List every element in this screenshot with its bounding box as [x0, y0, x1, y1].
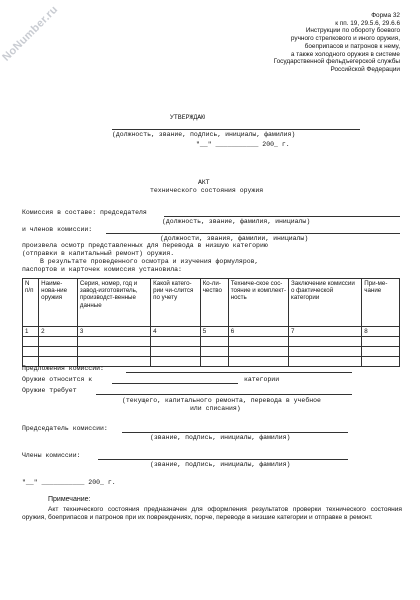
note-title: Примечание:	[48, 496, 91, 503]
form-header	[170, 12, 400, 74]
header-line: Инструкции по обороту боевого	[305, 27, 400, 35]
proposals-requires-label: Оружие требует	[22, 387, 77, 394]
result-text-line-2: паспортов и карточек комиссия установила:	[22, 266, 182, 273]
signature-chairman-caption: (звание, подпись, инициалы, фамилия)	[150, 434, 291, 441]
proposals-line	[126, 372, 352, 373]
proposals-category-word: категории	[244, 376, 280, 383]
table-header-cell: Серия, номер, год и завод-изготовитель, производст-венные данные	[77, 279, 150, 327]
header-line: Государственной фельдъегерской службы	[273, 58, 400, 66]
commission-chairman-caption: (должность, звание, фамилия, инициалы)	[162, 218, 311, 225]
signature-members-caption: (звание, подпись, инициалы, фамилия)	[150, 461, 291, 468]
proposals-requires-caption-2: или списания)	[190, 405, 241, 412]
header-line: к пп. 19, 29.5.6, 29.6.6	[335, 19, 400, 27]
table-header-row	[23, 279, 400, 327]
proposals-label: Предложения комиссии:	[22, 365, 104, 372]
table-header-cell: При-ме-чание	[362, 279, 400, 327]
table-number-cell: 1	[23, 327, 39, 337]
result-text-line-1: В результате проведенного осмотра и изучения формуляров,	[40, 258, 259, 265]
table-header-cell: Ко-ли-чество	[200, 279, 228, 327]
table-number-cell: 3	[77, 327, 150, 337]
approve-sign-caption: (должность, звание, подпись, инициалы, фамилия)	[112, 131, 296, 138]
signature-members-label: Члены комиссии:	[22, 452, 81, 459]
proposals-category-line	[112, 383, 238, 384]
act-subtitle: технического состояния оружия	[150, 187, 264, 194]
table-number-cell: 2	[39, 327, 78, 337]
table-row	[23, 337, 400, 347]
commission-members-line	[106, 233, 400, 234]
table-header-cell: Наиме-нова-ние оружия	[39, 279, 78, 327]
proposals-requires-line	[96, 394, 352, 395]
commission-members-label: и членов комиссии:	[22, 226, 93, 233]
approve-sign-line	[112, 129, 360, 130]
proposals-weapon-label: Оружие относится к	[22, 376, 93, 383]
commission-text-line-2: (отправки в капитальный ремонт) оружия.	[22, 250, 175, 257]
approve-title: УТВЕРЖДАЮ	[170, 114, 206, 121]
header-line: а также холодного оружия в системе	[290, 50, 400, 58]
commission-text-line-1: произвела осмотр представленных для перевода в низшую категорию	[22, 242, 268, 249]
signature-chairman-line	[122, 432, 348, 433]
act-title: АКТ	[198, 179, 210, 186]
proposals-requires-caption-1: (текущего, капитального ремонта, перевода в учебное	[122, 397, 321, 404]
table-number-cell: 6	[228, 327, 288, 337]
watermark: NoNumber.ru	[0, 3, 61, 64]
signature-chairman-label: Председатель комиссии:	[22, 425, 108, 432]
commission-chairman-label: Комиссия в составе: председателя	[22, 209, 147, 216]
header-line: Российской Федерации	[330, 65, 400, 73]
table-number-cell: 5	[200, 327, 228, 337]
table-number-cell: 8	[362, 327, 400, 337]
header-line: боеприпасов и патронов к нему,	[304, 42, 400, 50]
header-line: ручного стрелкового и иного оружия,	[290, 35, 400, 43]
commission-members-caption: (должности, звания, фамилии, инициалы)	[160, 235, 309, 242]
header-line: Форма 32	[371, 12, 400, 19]
table-header-cell: N п/п	[23, 279, 39, 327]
approve-date: "__" ___________ 200_ г.	[196, 141, 290, 148]
table-header-cell: Заключение комиссии о фактической категории	[289, 279, 362, 327]
table-number-row	[23, 327, 400, 337]
table-header-cell: Техниче-ское сос-тояние и комплект-ность	[228, 279, 288, 327]
table-header-cell: Какой катего-рии чи-слится по учету	[151, 279, 201, 327]
note-text: Акт технического состояния предназначен для оформления результатов проверки технического состояния оружия, боеприпасов и патронов при их повреждениях, порче, переводе в низшие категории и отправке в ремонт.	[22, 506, 402, 521]
table-row	[23, 347, 400, 357]
act-table	[22, 278, 400, 367]
signature-date: "__" ___________ 200_ г.	[22, 479, 116, 486]
table-number-cell: 4	[151, 327, 201, 337]
table-number-cell: 7	[289, 327, 362, 337]
signature-members-line	[98, 459, 348, 460]
commission-chairman-line	[164, 216, 400, 217]
